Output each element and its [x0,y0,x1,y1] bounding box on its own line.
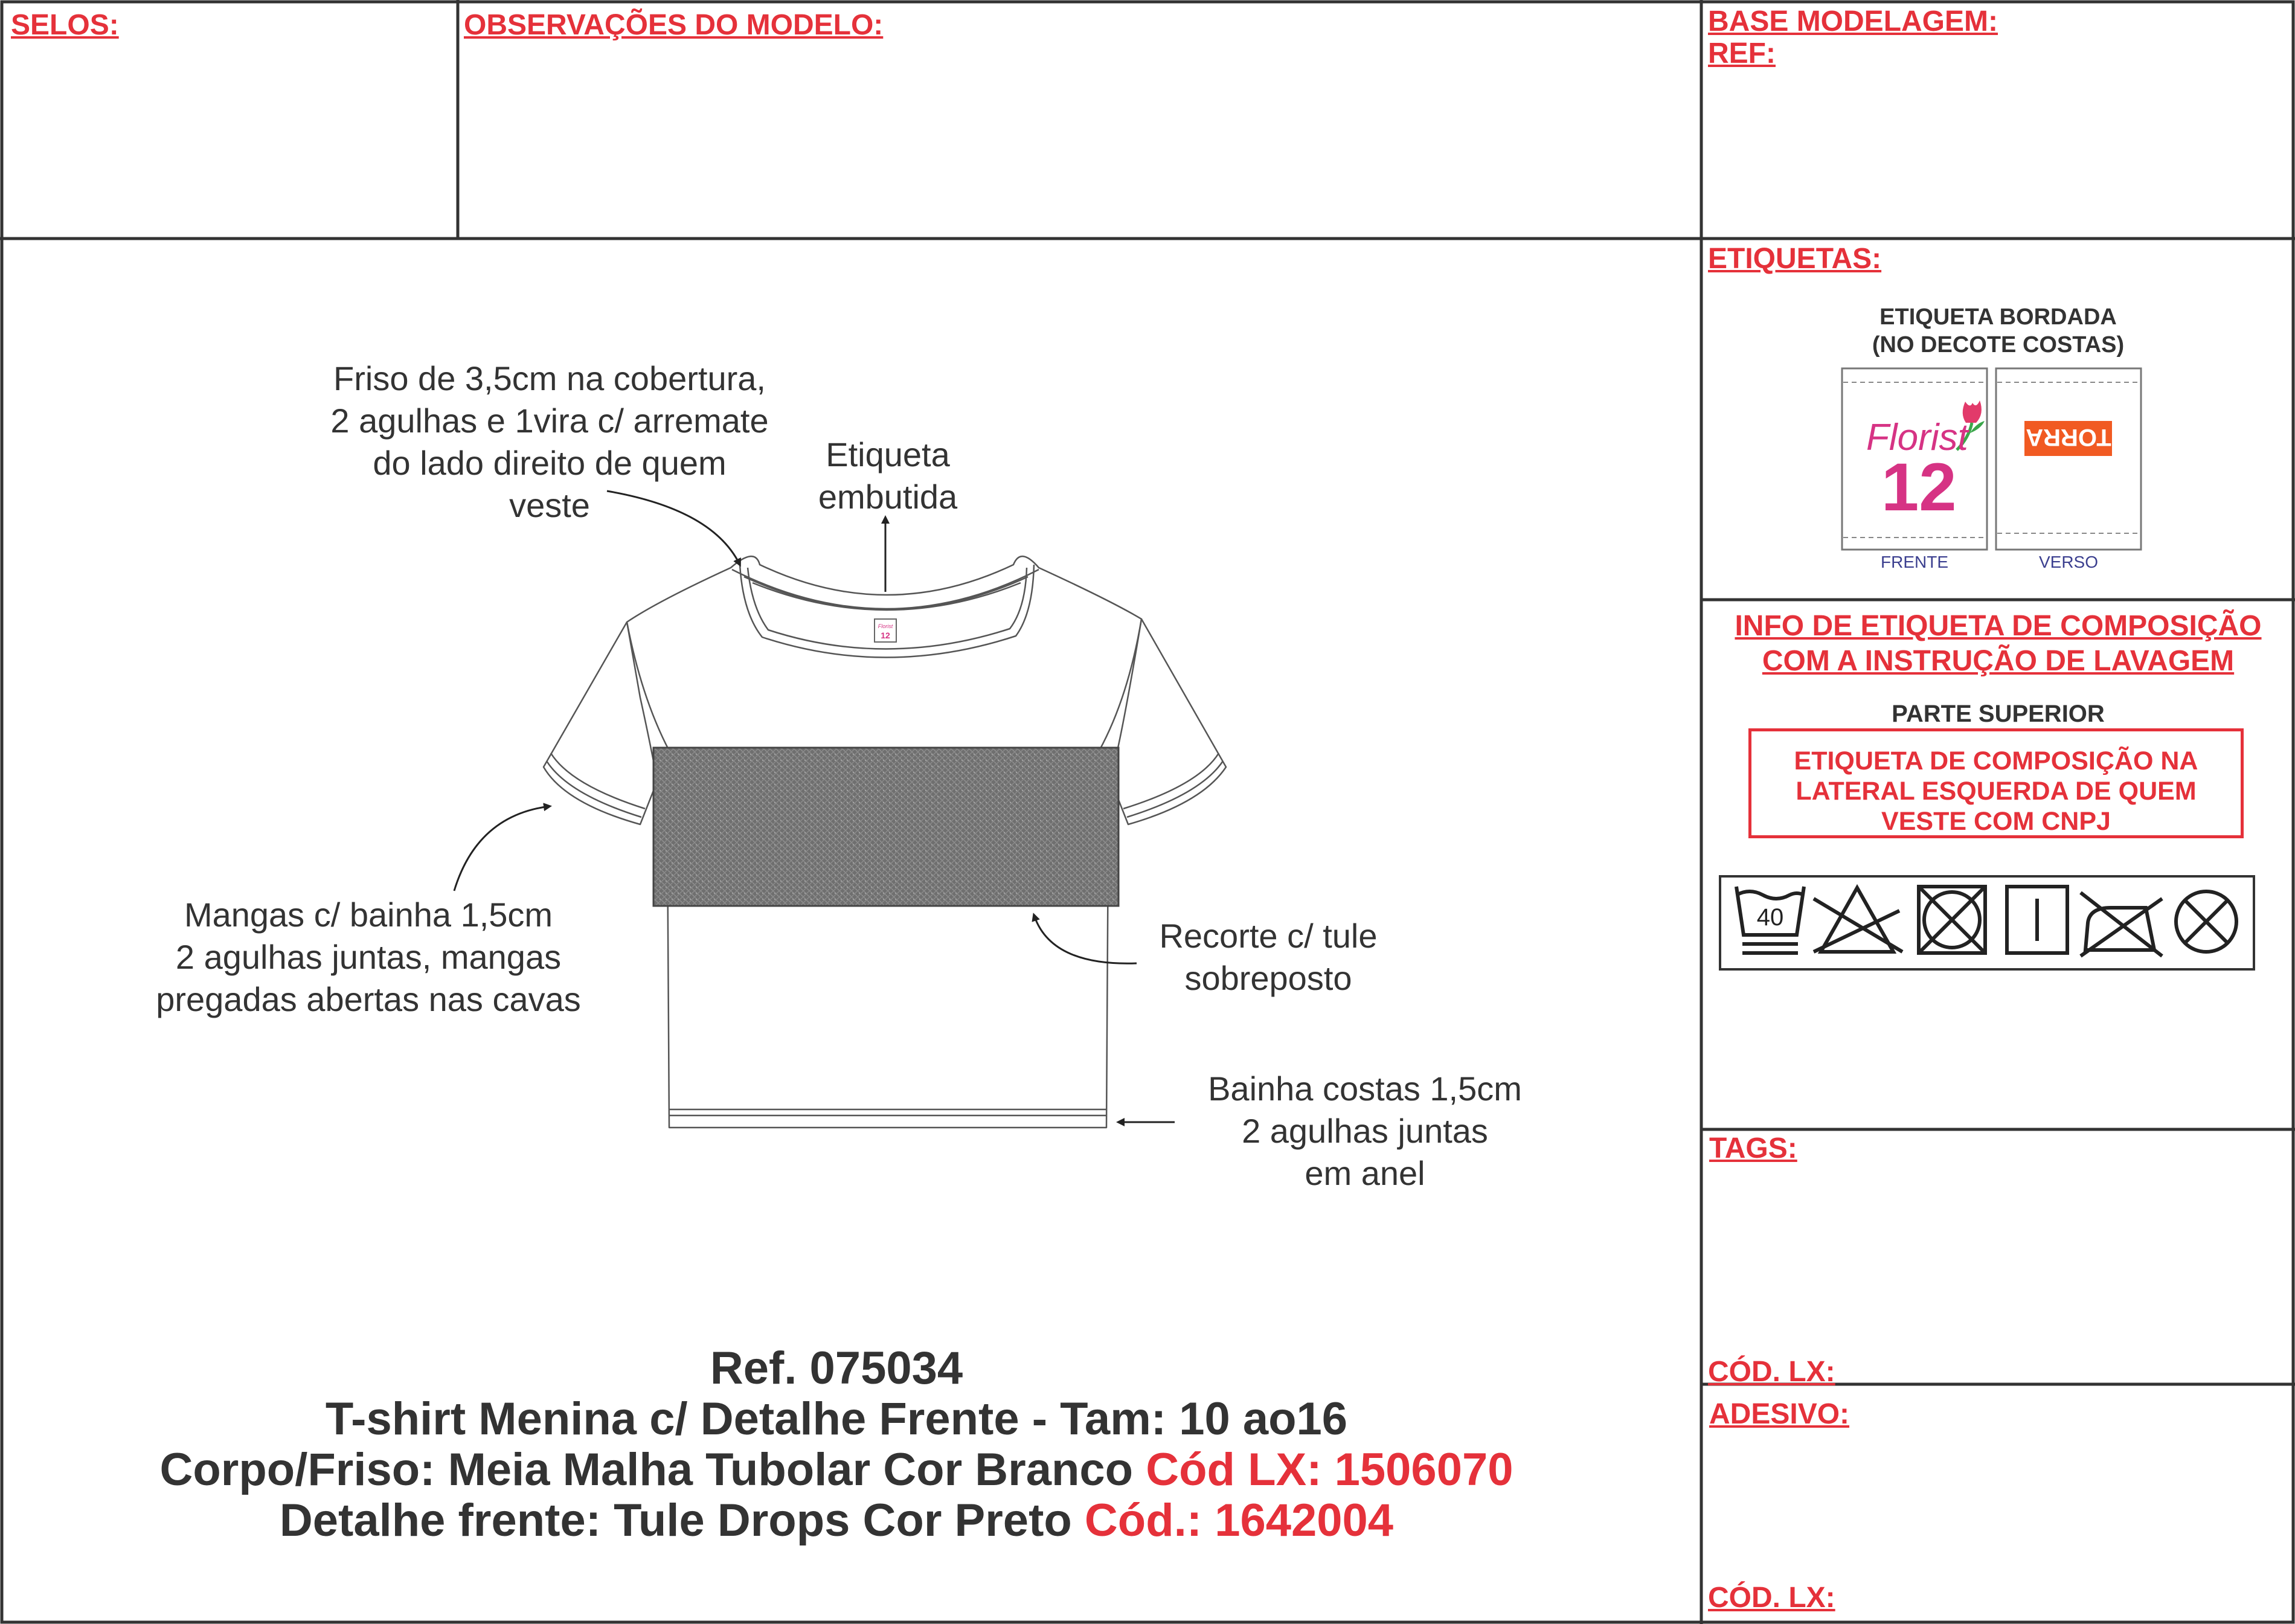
product-ref: Ref. 075034 [710,1343,963,1394]
mangas-line: pregadas abertas nas cavas [156,980,581,1018]
back-caption: VERSO [2038,553,2099,571]
bainha-line: 2 agulhas juntas [1242,1112,1488,1150]
friso-annotation [284,358,815,527]
corpo-material: Corpo/Friso: Meia Malha Tubolar Cor Branco [159,1444,1146,1495]
composicao-title [1701,609,2295,679]
torra-logo-back [2024,421,2112,456]
friso-line: Friso de 3,5cm na cobertura, [333,359,766,397]
care-symbols-strip [1718,875,2256,971]
detalhe-material: Detalhe frente: Tule Drops Cor Preto [279,1495,1085,1546]
composicao-title-line1: INFO DE ETIQUETA DE COMPOSIÇÃO [1735,610,2262,642]
recorte-line: Recorte c/ tule [1159,917,1378,955]
cod-lx-tags-label: CÓD. LX: [1708,1356,1835,1388]
etiqueta-title-line2: (NO DECOTE COSTAS) [1872,332,2125,358]
recorte-line: sobreposto [1184,959,1352,997]
mangas-arrow [454,806,550,891]
svg-text:12: 12 [881,631,890,640]
product-corpo-line [0,1444,1673,1495]
svg-text:Florist: Florist [1866,417,1968,458]
bainha-annotation [1160,1068,1570,1195]
composicao-title-line2: COM A INSTRUÇÃO DE LAVAGEM [1762,645,2235,677]
etiqueta-line: Etiqueta [826,435,950,473]
etiqueta-line: embutida [818,478,958,516]
ref-header: REF: [1708,37,1776,69]
composicao-box-line3: VESTE COM CNPJ [1881,807,2111,836]
product-name: T-shirt Menina c/ Detalhe Frente - Tam: 10 ao16 [325,1393,1348,1445]
detalhe-code: Cód.: 1642004 [1084,1495,1394,1546]
svg-text:Florist: Florist [878,623,893,629]
corpo-code: Cód LX: 1506070 [1146,1444,1513,1495]
front-caption: FRENTE [1881,553,1948,571]
composicao-box-line1: ETIQUETA DE COMPOSIÇÃO NA [1794,746,2198,775]
svg-text:40: 40 [1756,904,1784,931]
label-back [1996,368,2141,550]
parte-superior-label: PARTE SUPERIOR [1892,701,2105,727]
product-detalhe-line [0,1495,1673,1546]
etiqueta-title-line1: ETIQUETA BORDADA [1879,304,2117,330]
observacoes-header: OBSERVAÇÕES DO MODELO: [464,9,884,41]
recorte-annotation [1099,915,1437,1000]
bainha-line: Bainha costas 1,5cm [1208,1070,1522,1108]
garment-inner-label [875,619,896,642]
mangas-line: 2 agulhas juntas, mangas [175,938,562,976]
composicao-box [1748,728,2244,838]
etiquetas-header: ETIQUETAS: [1708,243,1882,275]
bainha-line: em anel [1305,1154,1425,1192]
cod-lx-adesivo-label: CÓD. LX: [1708,1582,1835,1614]
friso-line: veste [509,486,590,524]
etiqueta-annotation [797,434,978,518]
selos-header: SELOS: [11,9,119,41]
tags-header: TAGS: [1709,1132,1797,1164]
tshirt-technical-drawing [0,239,1701,1205]
friso-line: do lado direito de quem [373,444,727,482]
tulle-panel [653,748,1119,906]
base-modelagem-header: BASE MODELAGEM: [1708,5,1998,37]
mangas-line: Mangas c/ bainha 1,5cm [184,896,553,934]
adesivo-header: ADESIVO: [1709,1398,1850,1430]
svg-text:12: 12 [1881,449,1957,525]
mangas-annotation [97,894,640,1021]
composicao-box-line2: LATERAL ESQUERDA DE QUEM [1796,777,2197,806]
etiqueta-bordada-title [1701,303,2295,359]
svg-text:TORRA: TORRA [2026,424,2111,451]
friso-line: 2 agulhas e 1vira c/ arremate [330,402,769,440]
embroidered-label-illustration [1836,365,2150,577]
